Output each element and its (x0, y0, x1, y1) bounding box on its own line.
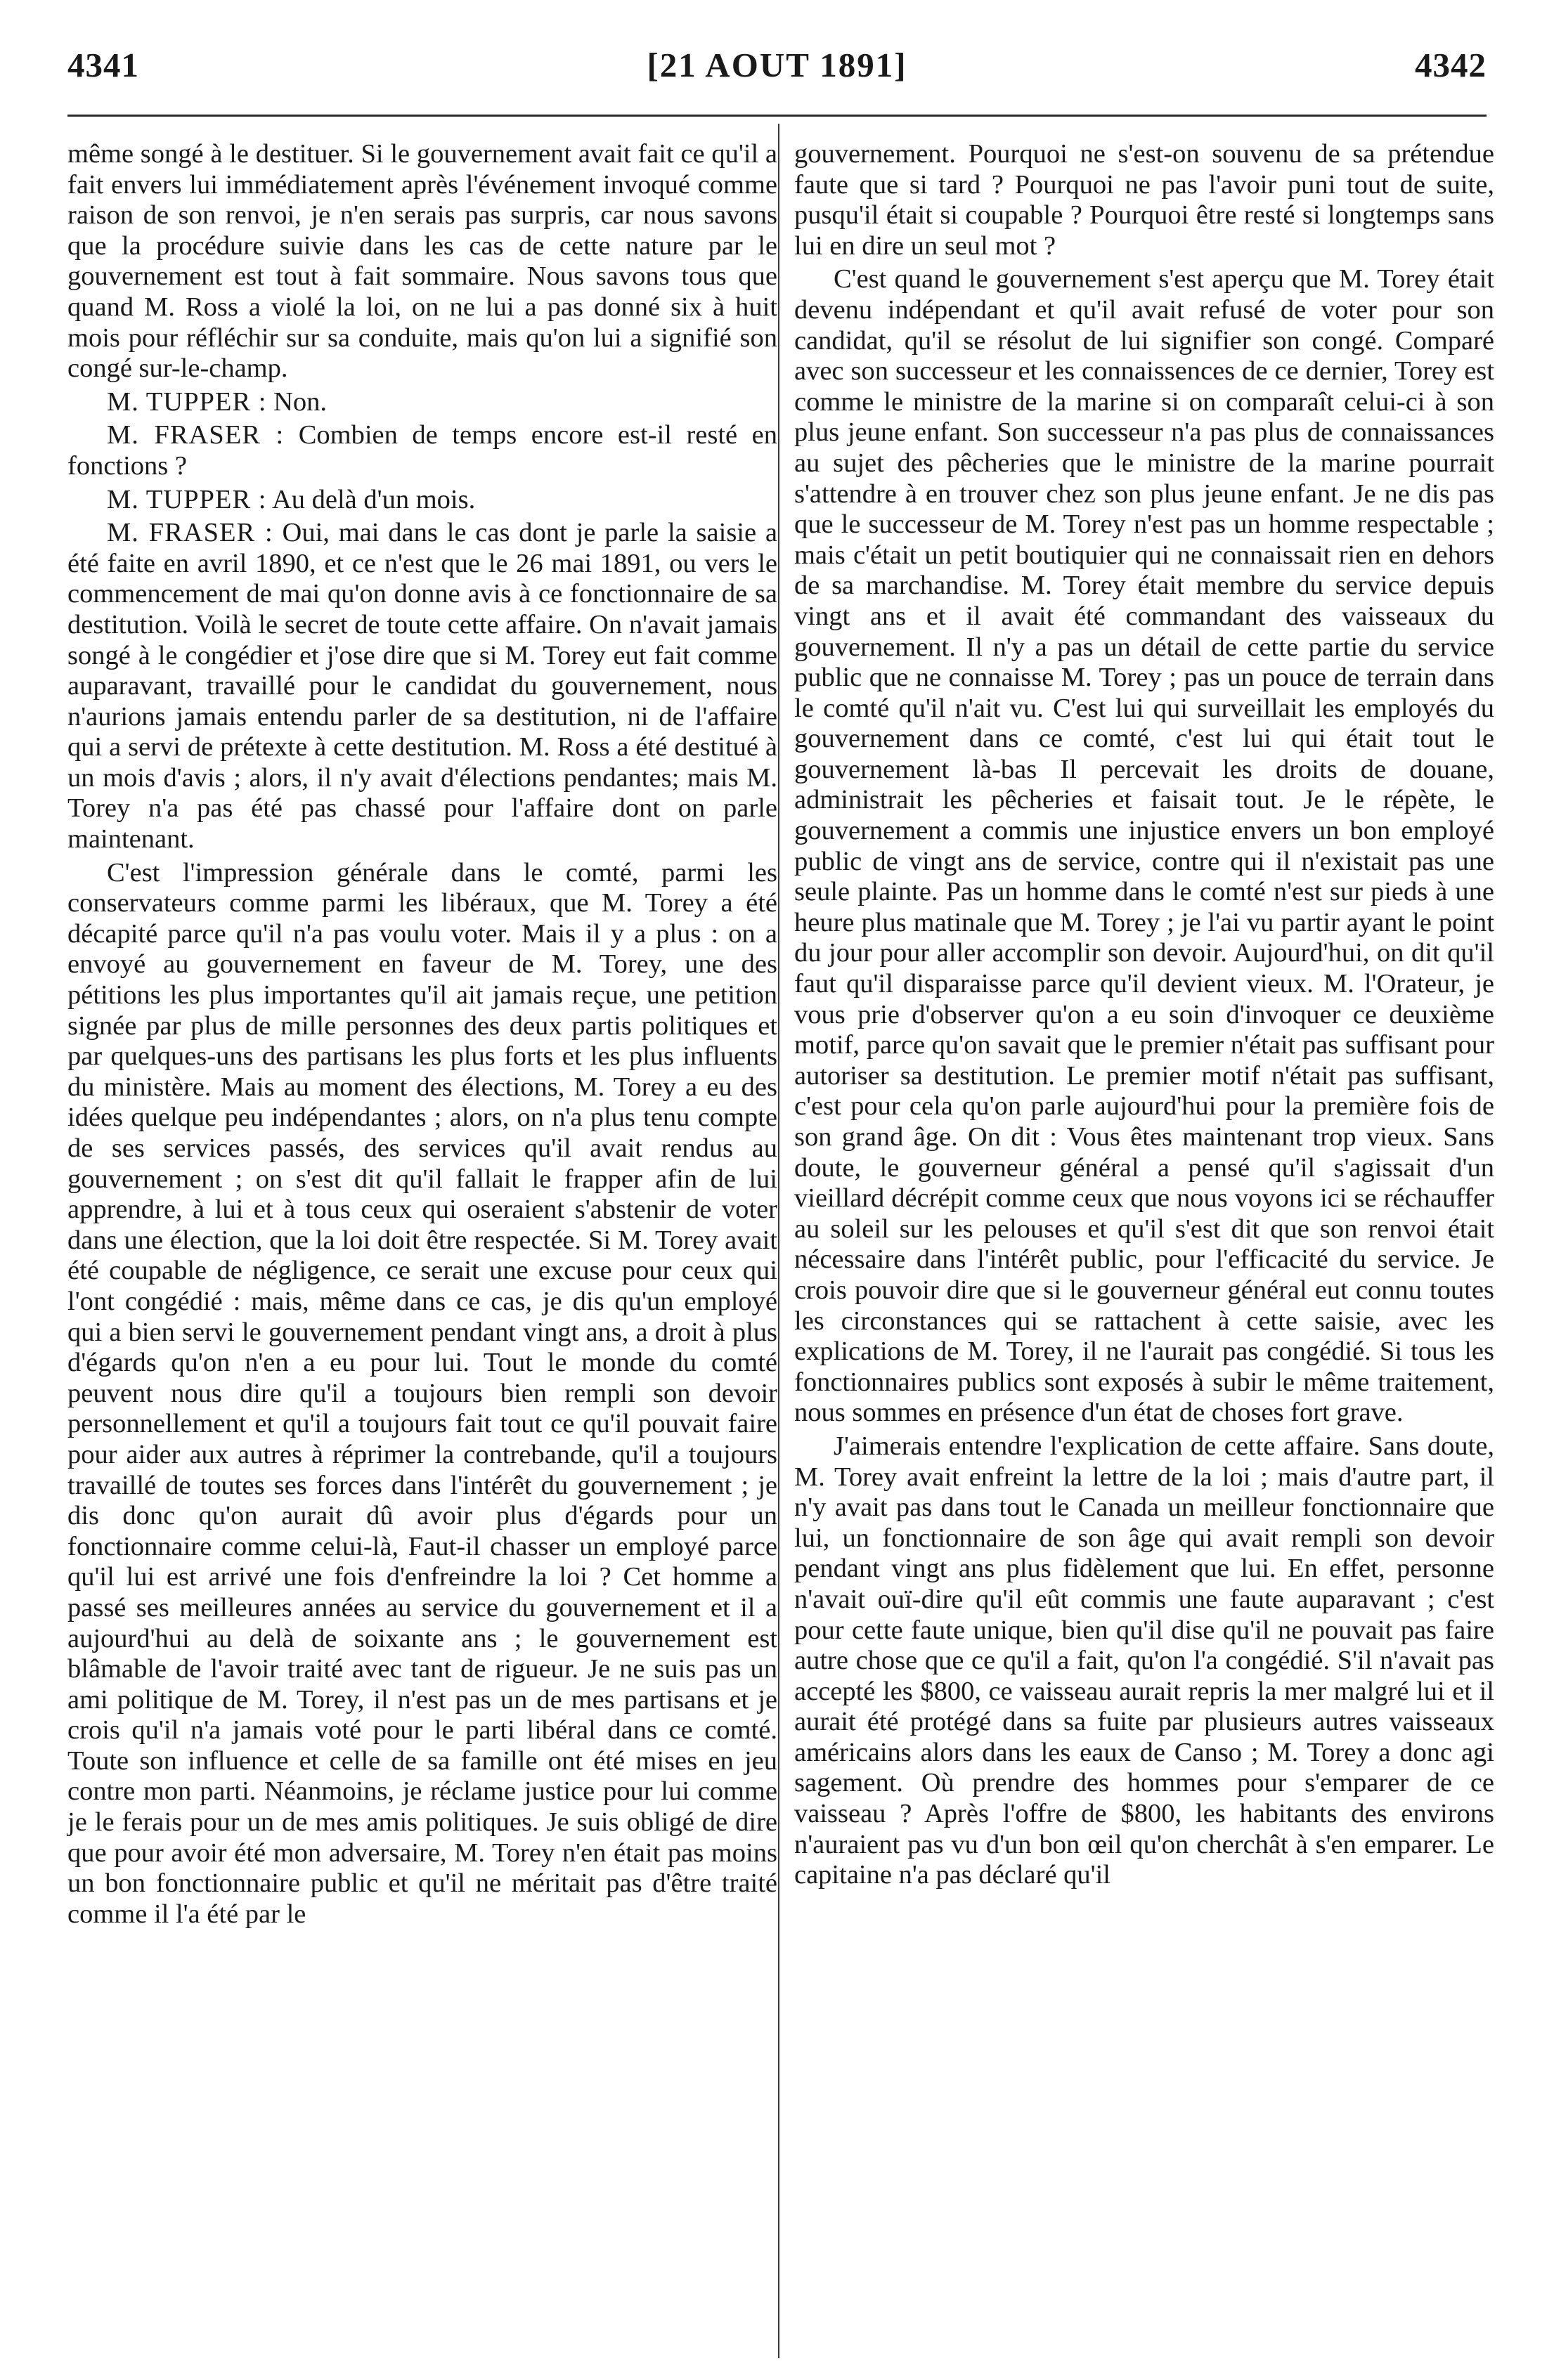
page-number-right: 4342 (1415, 46, 1487, 84)
paragraph (67, 387, 777, 418)
speech-text: Oui, mai dans le cas dont je parle la saisie a été faite en avril 1890, et ce n'est que le 26 mai 1891, ou vers le commencement de mai qu'on donne avis à ce fonctionnaire de sa destitution. Voilà le secret de toute cette affaire. On n'avait jamais songé à le congédier et j'ose dire que si M. Torey eut fait comme auparavant, travaillé pour le candidat du gouvernement, nous n'aurions jamais entendu parler de sa destitution, ni de l'affaire qui a servi de prétexte à cette destitution. M. Ross a été destitué à un mois d'avis ; alors, il n'y avait d'élections pendantes; mais M. Torey n'a pas été pas chassé pour l'affaire dont on parle maintenant. (67, 518, 778, 854)
speech-text: Au delà d'un mois. (271, 484, 476, 514)
speech-text: Combien de temps encore est-il resté en fonctions ? (67, 420, 778, 481)
page-date: [21 AOUT 1891] (647, 46, 907, 84)
paragraph: C'est quand le gouvernement s'est aperçu que M. Torey était devenu indépendant et qu'il avait refusé de voter pour son candidat, qu'il se résolut de lui signifier son congé. Comparé avec son successeur et les connaissences de ce dernier, Torey est comme le ministre de la marine si on comparaît celui-ci à son plus jeune enfant. Son successeur n'a pas plus de connaissances au sujet des pêcheries que le ministre de la marine pourrait s'attendre à en trouver chez son plus jeune enfant. Je ne dis pas que le successeur de M. Torey n'est pas un homme respectable ; mais c'était un petit boutiquier qui ne connaissait rien en dehors de sa marchandise. M. Torey était membre du service depuis vingt ans et il avait été commandant des vaisseaux du gouvernement. Il n'y a pas un détail de cette partie du service public que ne connaisse M. Torey ; pas un pouce de terrain dans le comté qu'il n'ait vu. C'est lui qui surveillait les employés du gouvernement dans ce comté, c'est lui qui était tout le gouvernement là-bas Il percevait les droits de douane, administrait les pêcheries et faisait tout. Je le répète, le gouvernement a commis une injustice envers un bon employé public de vingt ans de service, contre qui il n'existait pas une seule plainte. Pas un homme dans le comté n'est sur pieds à une heure plus matinale que M. Torey ; je l'ai vu partir ayant le point du jour pour aller accomplir son devoir. Aujourd'hui, on dit qu'il faut qu'il disparaisse parce qu'il devient vieux. M. l'Orateur, je vous prie d'observer qu'on a eu soin d'invoquer ce deuxième motif, parce qu'on savait que le premier n'était pas suffisant pour autoriser sa destitution. Le premier motif n'était pas suffisant, c'est pour cela qu'on parle aujourd'hui pour la première fois de son grand âge. On dit : Vous êtes maintenant trop vieux. Sans doute, le gouverneur général a pensé qu'il s'agissait d'un vieillard décrépit comme ceux que nous voyons ici se réchauffer au soleil sur les pelouses et qu'il s'est dit que son renvoi était nécessaire dans l'intérêt public, pour l'efficacité du service. Je crois pouvoir dire que si le gouverneur général eut connu toutes les circonstances qui se rattachent à cette saisie, avec les explications de M. Torey, il ne l'aurait pas congédié. Si tous les fonctionnaires publics sont exposés à subir le même traitement, nous sommes en présence d'un état de choses fort grave. (794, 264, 1494, 1428)
paragraph: même songé à le destituer. Si le gouvernement avait fait ce qu'il a fait envers lui immédiatement après l'événement invoqué comme raison de son renvoi, je n'en serais pas surpris, car nous savons que la procédure suivie dans les cas de cette nature par le gouvernement est tout à fait sommaire. Nous savons tous que quand M. Ross a violé la loi, on ne lui a pas donné six à huit mois pour réfléchir sur sa conduite, mais qu'on lui a signifié son congé sur-le-champ. (67, 139, 777, 384)
paragraph (67, 518, 777, 855)
speaker-name: M. TUPPER : (107, 386, 267, 417)
right-column (794, 139, 1494, 1894)
column-divider (778, 124, 779, 2358)
paragraph: J'aimerais entendre l'explication de cette affaire. Sans doute, M. Torey avait enfreint la lettre de la loi ; mais d'autre part, il n'y avait pas dans tout le Canada un meilleur fonctionnaire que lui, un fonctionnaire de son âge qui avait rempli son devoir pendant vingt ans plus fidèlement que lui. En effet, personne n'avait ouï-dire qu'il eût commis une faute auparavant ; c'est pour cette faute unique, bien qu'il dise qu'il ne pouvait pas faire autre chose que ce qu'il a fait, qu'on l'a congédié. S'il n'avait pas accepté les $800, ce vaisseau aurait repris la mer malgré lui et il aurait été protégé dans sa fuite par plusieurs autres vaisseaux américains alors dans les eaux de Canso ; M. Torey a donc agi sagement. Où prendre des hommes pour s'emparer de ce vaisseau ? Après l'offre de $800, les habitants des environs n'auraient pas vu d'un bon œil qu'on cherchât à s'en emparer. Le capitaine n'a pas déclaré qu'il (794, 1431, 1494, 1890)
paragraph (67, 485, 777, 516)
speech-text: Non. (273, 386, 328, 417)
page-number-left: 4341 (67, 46, 139, 84)
speaker-name: M. FRASER : (107, 518, 273, 548)
page-header (67, 45, 1487, 94)
header-rule (67, 115, 1487, 117)
speaker-name: M. FRASER : (107, 420, 285, 450)
paragraph: C'est l'impression générale dans le comté, parmi les conservateurs comme parmi les libéraux, que M. Torey a été décapité parce qu'il n'a pas voulu voter. Mais il y a plus : on a envoyé au gouvernement en faveur de M. Torey, une des pétitions les plus importantes qu'il ait jamais reçue, une petition signée par plus de mille personnes des deux partis politiques et par quelques-uns des partisans les plus forts et les plus influents du ministère. Mais au moment des élections, M. Torey a eu des idées quelque peu indépendantes ; alors, on n'a plus tenu compte de ses services passés, des services qu'il avait rendus au gouvernement ; on s'est dit qu'il fallait le frapper afin de lui apprendre, à lui et à tous ceux qui oseraient s'abstenir de voter dans une élection, que la loi doit être respectée. Si M. Torey avait été coupable de négligence, ce serait une excuse pour ceux qui l'ont congédié : mais, même dans ce cas, je dis qu'un employé qui a bien servi le gouvernement pendant vingt ans, a droit à plus d'égards qu'on n'en a eu pour lui. Tout le monde du comté peuvent nous dire qu'il a toujours bien rempli son devoir personnellement et qu'il a toujours fait tout ce qu'il pouvait faire pour aider aux autres à réprimer la contrebande, qu'il a toujours travaillé de toutes ses forces dans l'intérêt du gouvernement ; je dis donc qu'on aurait dû avoir plus d'égards pour un fonctionnaire comme celui-là, Faut-il chasser un employé parce qu'il lui est arrivé une fois d'enfreindre la loi ? Cet homme a passé ses meilleures années au service du gouvernement et il a aujourd'hui au delà de soixante ans ; le gouvernement est blâmable de l'avoir traité avec tant de rigueur. Je ne suis pas un ami politique de M. Torey, il n'est pas un de mes partisans et je crois qu'il n'a jamais voté pour le parti libéral dans ce comté. Toute son influence et celle de sa famille ont été mises en jeu contre mon parti. Néanmoins, je réclame justice pour lui comme je le ferais pour un de mes amis politiques. Je suis obligé de dire que pour avoir été mon adversaire, M. Torey n'en était pas moins un bon fonctionnaire public et qu'il ne méritait pas d'être traité comme il l'a été par le (67, 857, 777, 1929)
left-column (67, 139, 777, 1932)
paragraph: gouvernement. Pourquoi ne s'est-on souvenu de sa prétendue faute que si tard ? Pourquoi ne pas l'avoir puni tout de suite, pusqu'il était si coupable ? Pourquoi être resté si longtemps sans lui en dire un seul mot ? (794, 139, 1494, 261)
paragraph (67, 420, 777, 481)
speaker-name: M. TUPPER : (107, 484, 267, 514)
